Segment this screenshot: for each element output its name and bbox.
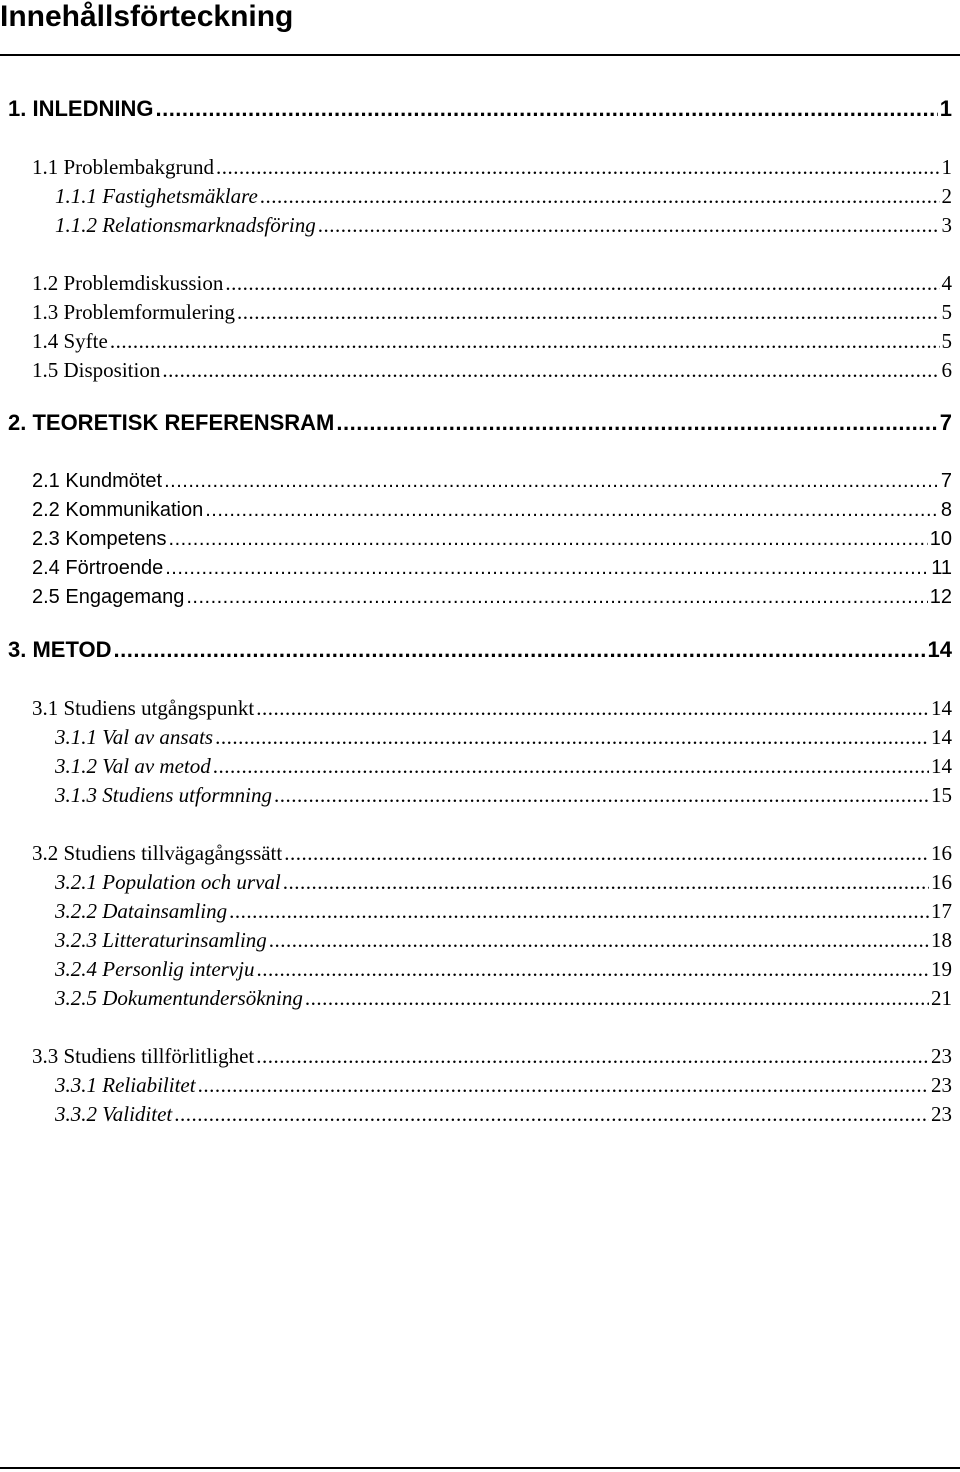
toc-entry[interactable]	[32, 582, 952, 612]
toc-entry[interactable]	[55, 1099, 952, 1129]
toc-entry[interactable]	[32, 268, 952, 298]
toc-entry-title: 1. INLEDNING	[8, 96, 154, 121]
toc-entry-page: 14	[931, 754, 952, 778]
toc-entry-title: 1.1.2 Relationsmarknadsföring	[55, 213, 316, 237]
toc-entry-page: 5	[941, 300, 952, 324]
dot-leader	[186, 582, 927, 612]
toc-entry-title: 3.2.1 Population och urval	[55, 870, 281, 894]
dot-leader	[318, 210, 940, 240]
title-divider	[0, 54, 960, 56]
toc-entry-title: 2. TEORETISK REFERENSRAM	[8, 410, 335, 435]
toc-entry-page: 17	[931, 899, 952, 923]
dot-leader	[162, 355, 939, 385]
toc-entry-title: 3.3.1 Reliabilitet	[55, 1073, 196, 1097]
dot-leader	[274, 780, 929, 810]
toc-entry[interactable]	[55, 722, 952, 752]
toc-entry-page: 12	[929, 586, 952, 608]
toc-entry[interactable]	[8, 408, 952, 438]
toc-entry[interactable]	[55, 954, 952, 984]
toc-entry-title: 3. METOD	[8, 637, 112, 662]
toc-entry-title: 3.1.2 Val av metod	[55, 754, 211, 778]
toc-entry[interactable]	[32, 326, 952, 356]
toc-entry-title: 1.5 Disposition	[32, 358, 161, 382]
dot-leader	[213, 751, 929, 781]
toc-entry-page: 23	[931, 1044, 952, 1068]
dot-leader	[336, 408, 937, 438]
toc-entry-page: 8	[940, 499, 952, 521]
toc-entry-page: 16	[931, 841, 952, 865]
toc-entry-title: 3.2.4 Personlig intervju	[55, 957, 255, 981]
toc-entry-title: 3.2.5 Dokumentundersökning	[55, 986, 303, 1010]
toc-entry[interactable]	[8, 635, 952, 665]
toc-entry-page: 16	[931, 870, 952, 894]
toc-entry-page: 3	[941, 213, 952, 237]
toc-entry-title: 3.2.3 Litteraturinsamling	[55, 928, 267, 952]
toc-entry-title: 3.3 Studiens tillförlitlighet	[32, 1044, 255, 1068]
toc-entry-page: 4	[941, 271, 952, 295]
dot-leader	[225, 268, 939, 298]
toc-entry-title: 3.2.2 Datainsamling	[55, 899, 228, 923]
toc-entry[interactable]	[32, 297, 952, 327]
dot-leader	[256, 954, 929, 984]
toc-entry[interactable]	[32, 553, 952, 583]
toc-entry[interactable]	[32, 152, 952, 182]
dot-leader	[260, 181, 940, 211]
toc-entry[interactable]	[8, 94, 952, 124]
toc-entry[interactable]	[32, 693, 952, 723]
toc-entry[interactable]	[32, 466, 952, 496]
toc-entry[interactable]	[32, 524, 952, 554]
toc-entry-title: 3.1.1 Val av ansats	[55, 725, 214, 749]
toc-entry-title: 2.1 Kundmötet	[32, 470, 163, 492]
toc-entry[interactable]	[32, 1041, 952, 1071]
dot-leader	[284, 838, 929, 868]
toc-entry-title: 1.2 Problemdiskussion	[32, 271, 224, 295]
toc-entry-page: 11	[931, 557, 952, 579]
toc-entry[interactable]	[55, 896, 952, 926]
dot-leader	[198, 1070, 929, 1100]
dot-leader	[174, 1099, 929, 1129]
toc-entry-page: 21	[931, 986, 952, 1010]
toc-entry[interactable]	[32, 495, 952, 525]
dot-leader	[205, 495, 939, 525]
toc-entry[interactable]	[55, 983, 952, 1013]
toc-entry[interactable]	[55, 751, 952, 781]
dot-leader	[110, 326, 940, 356]
toc-entry[interactable]	[55, 181, 952, 211]
toc-entry-page: 14	[927, 637, 952, 662]
toc-entry[interactable]	[55, 925, 952, 955]
toc-entry-page: 23	[931, 1102, 952, 1126]
toc-entry-page: 1	[939, 96, 952, 121]
dot-leader	[237, 297, 940, 327]
toc-entry[interactable]	[55, 780, 952, 810]
toc-entry-page: 18	[931, 928, 952, 952]
toc-entry-title: 2.4 Förtroende	[32, 557, 164, 579]
toc-entry-title: 1.1 Problembakgrund	[32, 155, 214, 179]
footer-divider	[0, 1467, 960, 1469]
toc-entry-title: 2.5 Engagemang	[32, 586, 185, 608]
toc-entry-page: 1	[941, 155, 952, 179]
dot-leader	[169, 524, 928, 554]
dot-leader	[215, 722, 929, 752]
toc-entry-title: 2.3 Kompetens	[32, 528, 167, 550]
toc-entry-title: 1.4 Syfte	[32, 329, 108, 353]
toc-entry-title: 3.1.3 Studiens utformning	[55, 783, 273, 807]
toc-entry[interactable]	[55, 1070, 952, 1100]
toc-entry-page: 14	[931, 696, 952, 720]
dot-leader	[305, 983, 929, 1013]
toc-entry-title: 3.3.2 Validitet	[55, 1102, 173, 1126]
dot-leader	[165, 553, 929, 583]
dot-leader	[283, 867, 929, 897]
toc-entry-page: 19	[931, 957, 952, 981]
toc-entry-title: 1.1.1 Fastighetsmäklare	[55, 184, 258, 208]
toc-entry-page: 7	[940, 470, 952, 492]
toc-entry-page: 14	[931, 725, 952, 749]
dot-leader	[216, 152, 940, 182]
dot-leader	[114, 635, 926, 665]
toc-entry-page: 6	[941, 358, 952, 382]
toc-entry[interactable]	[55, 867, 952, 897]
toc-entry-title: 2.2 Kommunikation	[32, 499, 204, 521]
toc-entry-page: 2	[941, 184, 952, 208]
toc-entry-page: 7	[939, 410, 952, 435]
dot-leader	[164, 466, 939, 496]
toc-entry[interactable]	[55, 210, 952, 240]
toc-entry-page: 10	[929, 528, 952, 550]
toc-entry-title: 3.2 Studiens tillvägagångssätt	[32, 841, 283, 865]
page-title: Innehållsförteckning	[0, 0, 294, 33]
toc-entry-page: 5	[941, 329, 952, 353]
toc-entry[interactable]	[32, 838, 952, 868]
toc-entry-title: 3.1 Studiens utgångspunkt	[32, 696, 255, 720]
toc-entry-page: 15	[931, 783, 952, 807]
toc-entry-title: 1.3 Problemformulering	[32, 300, 235, 324]
dot-leader	[269, 925, 929, 955]
dot-leader	[256, 1041, 929, 1071]
toc-entry-page: 23	[931, 1073, 952, 1097]
dot-leader	[256, 693, 929, 723]
dot-leader	[155, 94, 937, 124]
dot-leader	[229, 896, 929, 926]
toc-entry[interactable]	[32, 355, 952, 385]
